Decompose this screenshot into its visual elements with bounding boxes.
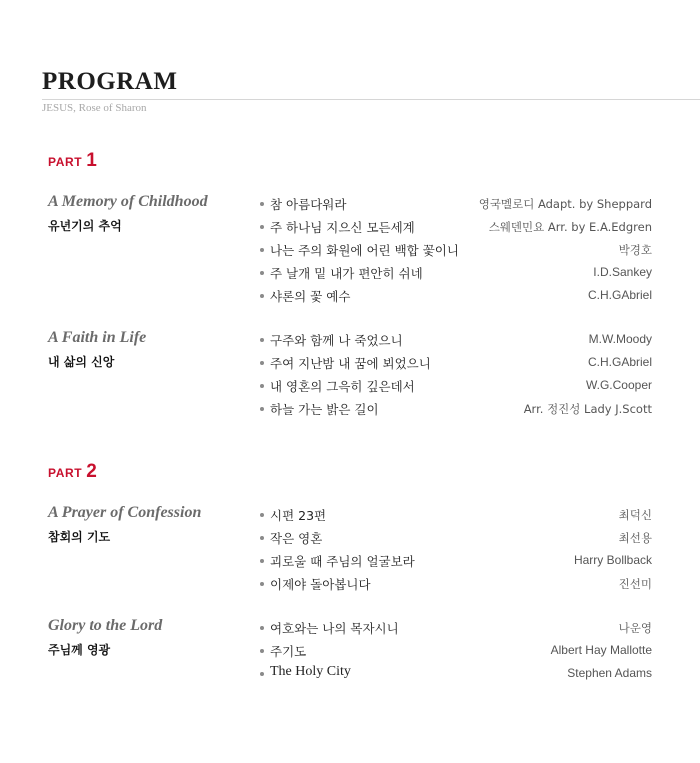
song-row (260, 617, 652, 639)
song-row (260, 398, 652, 420)
group-title-ko: 주님께 영광 (48, 643, 111, 657)
group-title-ko: 유년기의 추억 (48, 219, 122, 233)
part-label: PART (48, 466, 83, 480)
part-1-heading (48, 150, 97, 172)
song-composer: I.D.Sankey (593, 265, 652, 279)
part-2-heading (48, 461, 97, 483)
song-row (260, 550, 652, 572)
song-row (260, 216, 652, 238)
page-subtitle: JESUS, Rose of Sharon (42, 102, 147, 114)
bullet-icon (260, 582, 264, 586)
song-composer: 영국멜로디 Adapt. by Sheppard (478, 197, 652, 211)
title-divider (42, 99, 700, 100)
bullet-icon (260, 338, 264, 342)
part-label: PART (48, 155, 83, 169)
song-row (260, 640, 652, 662)
song-composer: W.G.Cooper (585, 378, 652, 392)
song-title: 하늘 가는 밝은 길이 (270, 402, 379, 417)
song-row (260, 239, 652, 261)
song-composer: 박경호 (618, 243, 652, 257)
group-title-en: Glory to the Lord (48, 617, 163, 634)
song-row (260, 504, 652, 526)
song-title: 여호와는 나의 목자시니 (270, 621, 399, 636)
song-title: 이제야 돌아봅니다 (270, 577, 371, 592)
song-composer: Arr. 정진성 Lady J.Scott (523, 402, 652, 416)
song-title: 작은 영혼 (270, 531, 323, 546)
song-title: 주기도 (270, 644, 307, 659)
group-title-en: A Memory of Childhood (48, 193, 208, 210)
song-row (260, 329, 652, 351)
bullet-icon (260, 672, 264, 676)
song-title: 샤론의 꽃 예수 (270, 289, 351, 304)
song-row (260, 352, 652, 374)
song-title: 시편 23편 (270, 508, 327, 523)
song-composer: C.H.GAbriel (587, 288, 652, 302)
bullet-icon (260, 384, 264, 388)
group-title-ko: 내 삶의 신앙 (48, 355, 115, 369)
bullet-icon (260, 202, 264, 206)
song-title: 나는 주의 화원에 어린 백합 꽃이니 (270, 243, 459, 258)
bullet-icon (260, 536, 264, 540)
song-title: 괴로울 때 주님의 얼굴보라 (270, 554, 415, 569)
bullet-icon (260, 294, 264, 298)
song-composer: 최덕신 (618, 508, 652, 522)
song-title: 주여 지난밤 내 꿈에 뵈었으니 (270, 356, 431, 371)
page-title: PROGRAM (42, 68, 178, 95)
group-title-ko: 참회의 기도 (48, 530, 111, 544)
song-row (260, 375, 652, 397)
song-row (260, 285, 652, 307)
song-row (260, 527, 652, 549)
song-composer: M.W.Moody (588, 332, 652, 346)
song-composer: C.H.GAbriel (587, 355, 652, 369)
part-number: 1 (86, 150, 97, 171)
song-title: 구주와 함께 나 죽었으니 (270, 333, 403, 348)
bullet-icon (260, 271, 264, 275)
bullet-icon (260, 559, 264, 563)
song-composer: 나운영 (618, 621, 652, 635)
song-composer: Stephen Adams (567, 666, 652, 680)
bullet-icon (260, 225, 264, 229)
group-title-en: A Faith in Life (48, 329, 147, 346)
song-composer: 스웨덴민요 Arr. by E.A.Edgren (488, 220, 652, 234)
song-title: The Holy City (270, 664, 351, 679)
song-title: 주 날개 밑 내가 편안히 쉬네 (270, 266, 423, 281)
song-row (260, 262, 652, 284)
bullet-icon (260, 361, 264, 365)
song-composer: Harry Bollback (573, 553, 652, 567)
bullet-icon (260, 513, 264, 517)
bullet-icon (260, 649, 264, 653)
song-composer: 진선미 (618, 577, 652, 591)
song-composer: 최선용 (618, 531, 652, 545)
song-title: 내 영혼의 그윽히 깊은데서 (270, 379, 415, 394)
song-row (260, 573, 652, 595)
bullet-icon (260, 407, 264, 411)
song-title: 주 하나님 지으신 모든세계 (270, 220, 415, 235)
song-title: 참 아름다워라 (270, 197, 347, 212)
part-number: 2 (86, 461, 97, 482)
bullet-icon (260, 626, 264, 630)
song-composer: Albert Hay Mallotte (550, 643, 652, 657)
group-title-en: A Prayer of Confession (48, 504, 202, 521)
song-row (260, 193, 652, 215)
bullet-icon (260, 248, 264, 252)
song-row (260, 663, 652, 685)
